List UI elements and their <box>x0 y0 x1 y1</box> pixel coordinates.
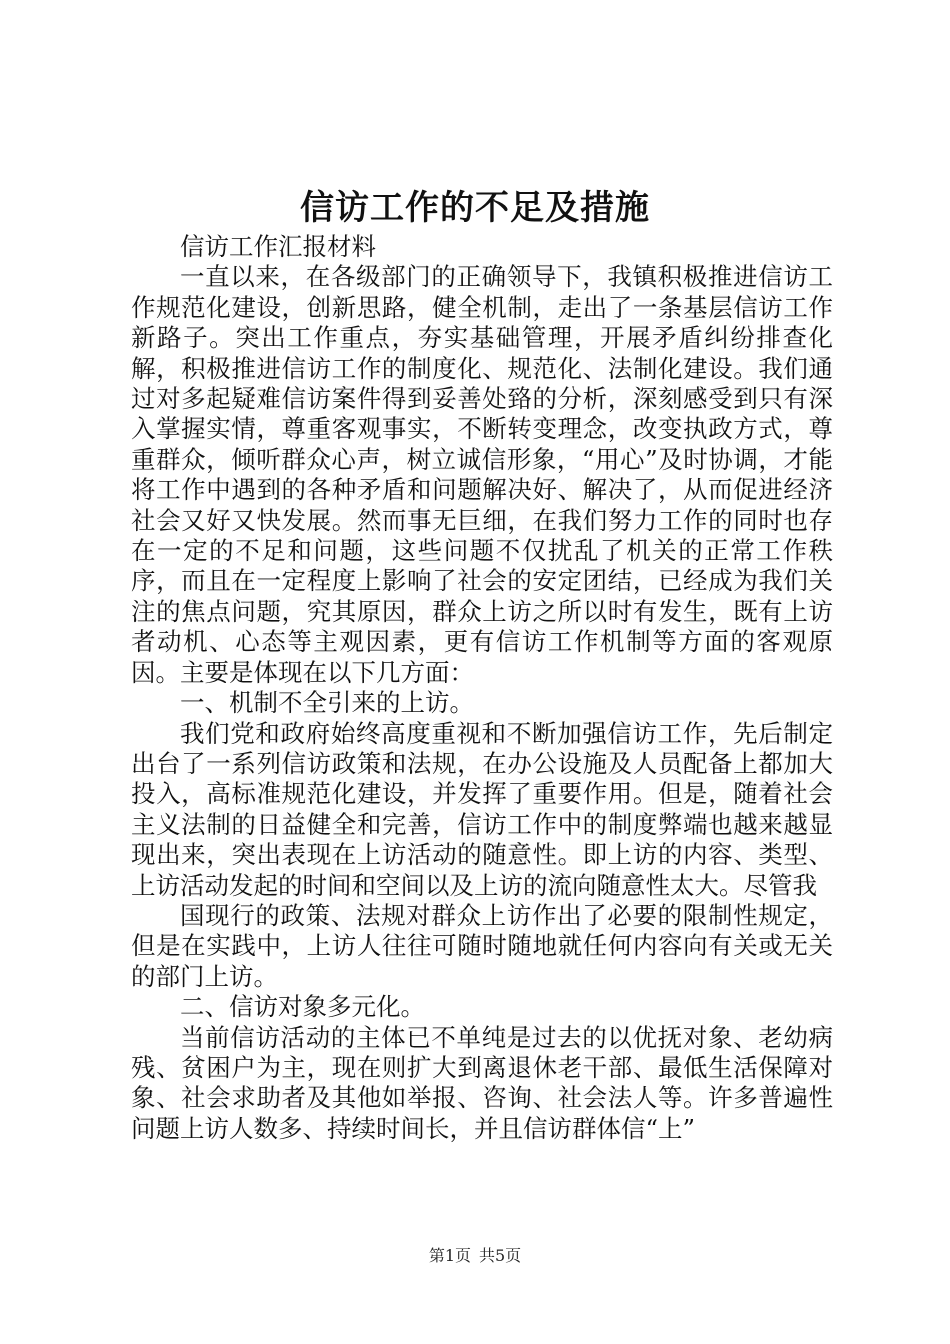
page-total: 共5页 <box>479 1246 522 1265</box>
paragraph-section-2: 当前信访活动的主体已不单纯是过去的以优抚对象、老幼病残、贫困户为主，现在则扩大到离退休老干部、最低生活保障对象、社会求助者及其他如举报、咨询、社会法人等。许多普遍性问题上访人数多、持续时间长，并且信访群体信“上” <box>131 1022 833 1143</box>
document-body <box>131 232 833 1144</box>
section-heading-1: 一、机制不全引来的上访。 <box>180 688 474 718</box>
document-title: 信访工作的不足及措施 <box>300 188 650 228</box>
paragraph-subtitle: 信访工作汇报材料 <box>180 232 376 261</box>
page-number: 第1页 <box>428 1246 471 1265</box>
paragraph-intro: 一直以来，在各级部门的正确领导下，我镇积极推进信访工作规范化建设，创新思路，健全机制，走出了一条基层信访工作新路子。突出工作重点，夯实基础管理，开展矛盾纠纷排查化解，积极推进信访工作的制度化、规范化、法制化建设。我们通过对多起疑难信访案件得到妥善处臵的分析，深刻感受到只有深入掌握实情，尊重客观事实，不断转变理念，改变执政方式，尊重群众，倾听群众心声，树立诚信形象，“用心”及时协调，才能将工作中遇到的各种矛盾和问题解决好、解决了，从而促进经济社会又好又快发展。然而事无巨细，在我们努力工作的同时也存在一定的不足和问题，这些问题不仅扰乱了机关的正常工作秩序，而且在一定程度上影响了社会的安定团结，已经成为我们关注的焦点问题，究其原因，群众上访之所以时有发生，既有上访者动机、心态等主观因素，更有信访工作机制等方面的客观原因。主要是体现在以下几方面： <box>131 262 833 687</box>
section-heading-2: 二、信访对象多元化。 <box>180 992 425 1022</box>
paragraph-section-1-cont: 国现行的政策、法规对群众上访作出了必要的限制性规定，但是在实践中，上访人往往可随时随地就任何内容向有关或无关的部门上访。 <box>131 900 833 991</box>
paragraph-section-1: 我们党和政府始终高度重视和不断加强信访工作，先后制定出台了一系列信访政策和法规，在办公设施及人员配备上都加大投入，高标准规范化建设，并发挥了重要作用。但是，随着社会主义法制的日益健全和完善，信访工作中的制度弊端也越来越显现出来，突出表现在上访活动的随意性。即上访的内容、类型、上访活动发起的时间和空间以及上访的流向随意性太大。尽管我 <box>131 718 833 900</box>
page-footer <box>0 1244 950 1268</box>
